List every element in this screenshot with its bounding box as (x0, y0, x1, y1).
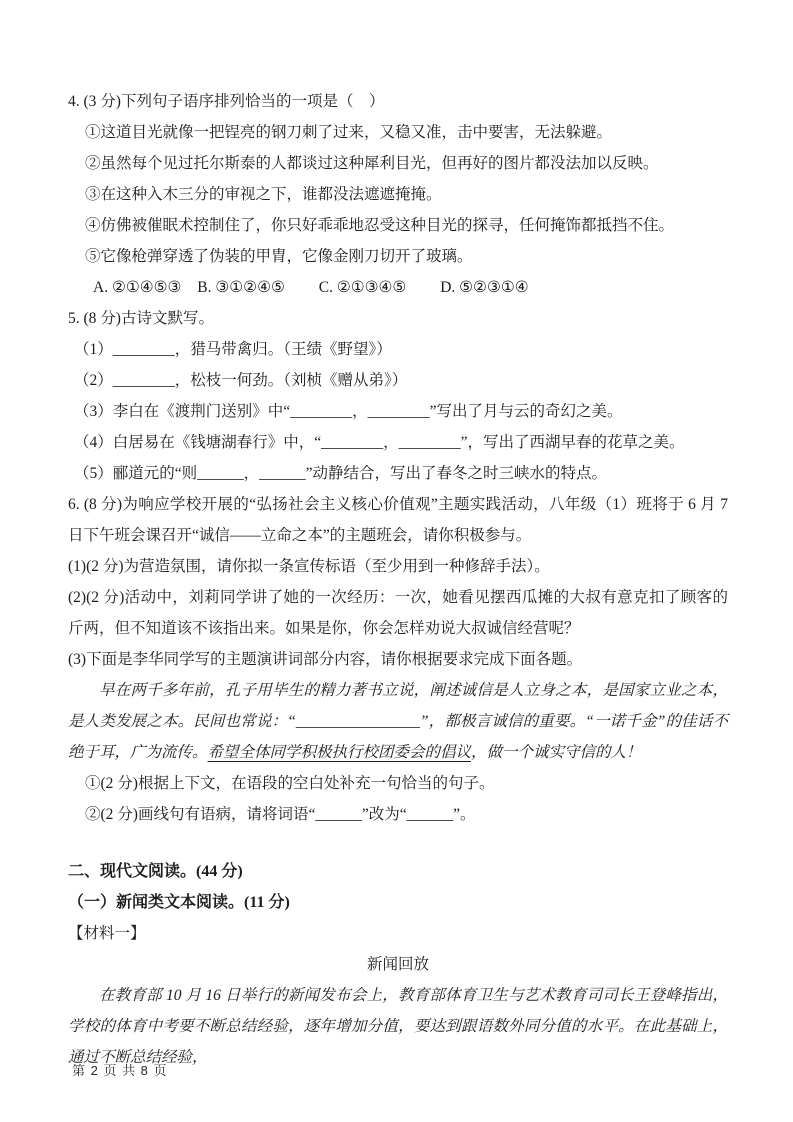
q6-stem: 6. (8 分)为响应学校开展的“弘扬社会主义核心价值观”主题实践活动，八年级（1）班将于 6 月 7 日下午班会课召开“诚信——立命之本”的主题班会，请你积极参与。 (68, 496, 728, 544)
question-5 (68, 303, 728, 489)
q5-item-2: （2）________，松枝一何劲。（刘桢《赠从弟》） (74, 372, 408, 389)
q5-stem: 5. (8 分)古诗文默写。 (68, 310, 214, 327)
q5-item-3: （3）李白在《渡荆门送别》中“________，________”写出了月与云的奇幻之美。 (74, 403, 623, 420)
speech-underlined-clause: 希望全体同学积极执行校团委会的倡议 (207, 744, 472, 761)
q4-option-b: B. ③①②④⑤ (197, 279, 285, 296)
speech-text-after: ，做一个诚实守信的人！ (471, 744, 642, 761)
q4-sentence-3: ③在这种入木三分的审视之下，谁都没法遮遮掩掩。 (85, 186, 442, 203)
q6-sub3-item-2: ②(2 分)画线句有语病，请将词语“______”改为“______”。 (85, 806, 476, 823)
speech-paragraph (68, 675, 728, 768)
speech-text-before: 早在两千多年前，孔子用毕生的精力著书立说，阐述诚信是人立身之本，是国家立业之本，是人类发展之本。民间也常说：“________________”，都极言诚信的重要。“一诺千金”的佳话不绝于耳，广为流传。 (68, 682, 728, 761)
q4-sentence-2: ②虽然每个见过托尔斯泰的人都谈过这种犀利目光，但再好的图片都没法加以反映。 (85, 155, 659, 172)
q5-item-4: （4）白居易在《钱塘湖春行》中，“________，________”，写出了西湖早春的花草之美。 (74, 434, 685, 451)
q4-option-d: D. ⑤②③①④ (440, 279, 529, 296)
material-1-label: 【材料一】 (68, 925, 146, 942)
section-2-subtitle: （一）新闻类文本阅读。(11 分) (68, 894, 290, 911)
question-4 (68, 86, 728, 303)
question-6 (68, 489, 728, 830)
q6-subquestion-3: (3)下面是李华同学写的主题演讲词部分内容，请你根据要求完成下面各题。 (68, 651, 583, 668)
q4-stem: 4. (3 分)下列句子语序排列恰当的一项是（ ） (68, 93, 385, 110)
page-number-footer: 第 2 页 共 8 页 (72, 1063, 168, 1078)
material-1-title: 新闻回放 (366, 956, 429, 973)
section-2-title: 二、现代文阅读。(44 分) (68, 863, 243, 880)
q4-option-c: C. ②①③④⑤ (318, 279, 407, 296)
q5-item-5: （5）郦道元的“则______，______”动静结合，写出了春冬之时三峡水的特点。 (74, 465, 608, 482)
q6-subquestion-1: (1)(2 分)为营造氛围，请你拟一条宣传标语（至少用到一种修辞手法）。 (68, 558, 550, 575)
q4-sentence-4: ④仿佛被催眠术控制住了，你只好乖乖地忍受这种目光的探寻，任何掩饰都抵挡不住。 (85, 217, 675, 234)
q5-item-1: （1）________，猎马带禽归。（王绩《野望》） (74, 341, 392, 358)
q4-sentence-5: ⑤它像枪弹穿透了伪装的甲胄，它像金刚刀切开了玻璃。 (85, 248, 473, 265)
q6-subquestion-2: (2)(2 分)活动中，刘莉同学讲了她的一次经历：一次，她看见摆西瓜摊的大叔有意克扣了顾客的斤两，但不知道该不该指出来。如果是你，你会怎样劝说大叔诚信经营呢？ (68, 589, 728, 637)
q4-option-a: A. ②①④⑤③ (93, 279, 182, 296)
q4-sentence-1: ①这道目光就像一把锃亮的钢刀刺了过来，又稳又准，击中要害，无法躲避。 (85, 124, 613, 141)
exam-page-content (68, 86, 728, 1073)
q4-options-row (68, 272, 728, 303)
q6-sub3-item-1: ①(2 分)根据上下文，在语段的空白处补充一句恰当的句子。 (85, 775, 495, 792)
material-1-body: 在教育部 10 月 16 日举行的新闻发布会上，教育部体育卫生与艺术教育司司长王登峰指出，学校的体育中考要不断总结经验，逐年增加分值，要达到跟语数外同分值的水平。在此基础上，通过不断总结经验， (68, 987, 728, 1066)
section-modern-reading (68, 856, 728, 1073)
